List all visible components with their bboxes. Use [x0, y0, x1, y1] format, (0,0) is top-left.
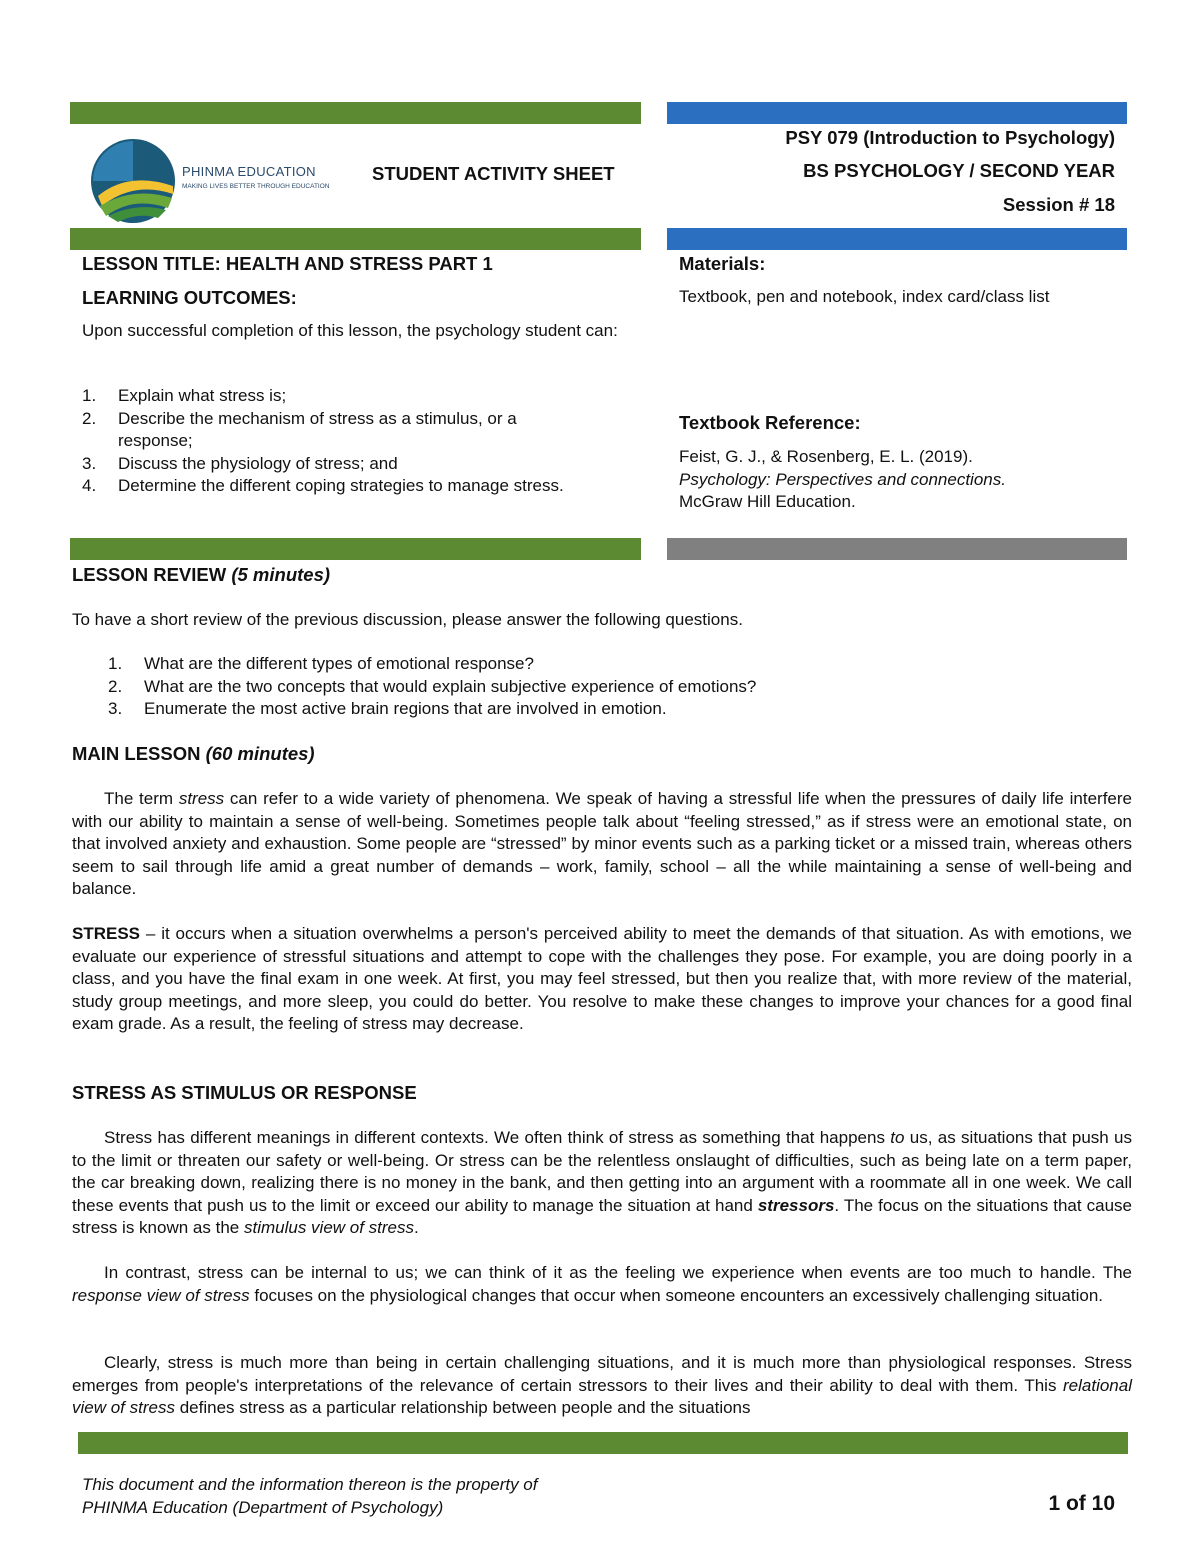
textbook-reference — [679, 446, 1119, 514]
main-lesson-heading: MAIN LESSON (60 minutes) — [72, 743, 315, 764]
list-item: 2. What are the two concepts that would explain subjective experience of emotions? — [108, 676, 757, 696]
lesson-review-intro: To have a short review of the previous discussion, please answer the following questions. — [72, 610, 743, 629]
header-bar-right — [667, 102, 1127, 124]
phinma-logo-icon — [88, 136, 178, 226]
list-item: 1. Explain what stress is; — [82, 386, 287, 405]
section-bar-left — [70, 228, 641, 250]
divider-bar-right — [667, 538, 1127, 560]
materials-heading: Materials: — [679, 253, 766, 274]
lesson-title: LESSON TITLE: HEALTH AND STRESS PART 1 — [82, 253, 493, 274]
outcomes-intro: Upon successful completion of this lesson, the psychology student can: — [82, 321, 618, 340]
reference-authors: Feist, G. J., & Rosenberg, E. L. (2019). — [679, 447, 973, 466]
footer-notice: This document and the information thereon is the property of PHINMA Education (Department of Psychology) — [82, 1475, 538, 1517]
stress-definition-paragraph: STRESS – it occurs when a situation overwhelms a person's perceived ability to meet the demands of that situation. As with emotions, we evaluate our experience of stressful situations and attempt to cope with the challenges they pose. For example, you are doing poorly in a class, and you have the final exam in one week. At first, you may feel stressed, but then you realize that, with more review of the material, study group meetings, and more sleep, you could do better. You resolve to make these changes to improve your chances for a good final exam grade. As a result, the feeling of stress may decrease. — [72, 924, 1132, 1033]
program-year: BS PSYCHOLOGY / SECOND YEAR — [803, 160, 1115, 181]
section-heading-stimulus-response: STRESS AS STIMULUS OR RESPONSE — [72, 1082, 417, 1103]
main-paragraph-1: The term stress can refer to a wide variety of phenomena. We speak of having a stressful life when the pressures of daily life interfere with our ability to maintain a sense of well-being. Sometimes people talk about “feeling stressed,” as if stress were an emotional state, on that involved anxiety and exhaustion. Some people are “stressed” by minor events such as a parking ticket or a missed train, whereas others seem to sail through life amid a great number of demands – work, family, school – all the while maintaining a sense of well-being and balance. — [72, 789, 1132, 898]
session-number: Session # 18 — [1002, 194, 1115, 215]
list-item: 3. Discuss the physiology of stress; and — [82, 453, 398, 473]
textbook-reference-heading: Textbook Reference: — [679, 412, 861, 433]
phinma-logo — [88, 136, 348, 226]
logo-text: PHINMA EDUCATION — [182, 164, 316, 179]
response-paragraph: In contrast, stress can be internal to us; we can think of it as the feeling we experience when events are too much to handle. The response view of stress focuses on the physiological changes that occur when someone encounters an excessively challenging situation. — [72, 1263, 1132, 1305]
list-item: 1. What are the different types of emotional response? — [108, 654, 534, 673]
logo-tagline: MAKING LIVES BETTER THROUGH EDUCATION — [182, 183, 330, 190]
course-title: PSY 079 (Introduction to Psychology) — [785, 127, 1115, 148]
main-lesson-duration: (60 minutes) — [205, 743, 315, 764]
learning-outcomes-heading: LEARNING OUTCOMES: — [82, 287, 297, 308]
header-bar-left — [70, 102, 641, 124]
divider-bar-left — [70, 538, 641, 560]
relational-paragraph: Clearly, stress is much more than being in certain challenging situations, and it is much more than physiological responses. Stress emerges from people's interpretations of the relevance of certain stressors to their lives and their ability to deal with them. This relational view of stress defines stress as a particular relationship between people and the situations — [72, 1353, 1132, 1417]
lesson-review-duration: (5 minutes) — [231, 564, 331, 585]
page-number: 1 of 10 — [1048, 1492, 1115, 1515]
materials-text: Textbook, pen and notebook, index card/class list — [679, 287, 1050, 306]
review-questions-list — [108, 653, 1108, 721]
reference-title: Psychology: Perspectives and connections. — [679, 469, 1006, 489]
stimulus-paragraph: Stress has different meanings in different contexts. We often think of stress as something that happens to us, as situations that push us to the limit or threaten our safety or well-being. Or stress can be the relentless onslaught of difficulties, such as being late on a term paper, the car breaking down, realizing there is no money in the bank, and then getting into an argument with a roommate all in one week. We call these events that push us to the limit or exceed our ability to manage the situation at hand stressors. The focus on the situations that cause stress is known as the stimulus view of stress. — [72, 1128, 1132, 1237]
outcomes-list — [82, 385, 582, 498]
list-item: 3. Enumerate the most active brain regions that are involved in emotion. — [108, 699, 667, 718]
reference-publisher: McGraw Hill Education. — [679, 492, 856, 511]
sheet-title: STUDENT ACTIVITY SHEET — [372, 163, 615, 184]
lesson-review-heading: LESSON REVIEW (5 minutes) — [72, 564, 331, 585]
list-item: 4. Determine the different coping strategies to manage stress. — [82, 476, 564, 495]
stress-term: STRESS — [72, 924, 141, 943]
footer-bar — [78, 1432, 1128, 1454]
list-item: 2. Describe the mechanism of stress as a stimulus, or a response; — [82, 408, 517, 450]
section-bar-right — [667, 228, 1127, 250]
